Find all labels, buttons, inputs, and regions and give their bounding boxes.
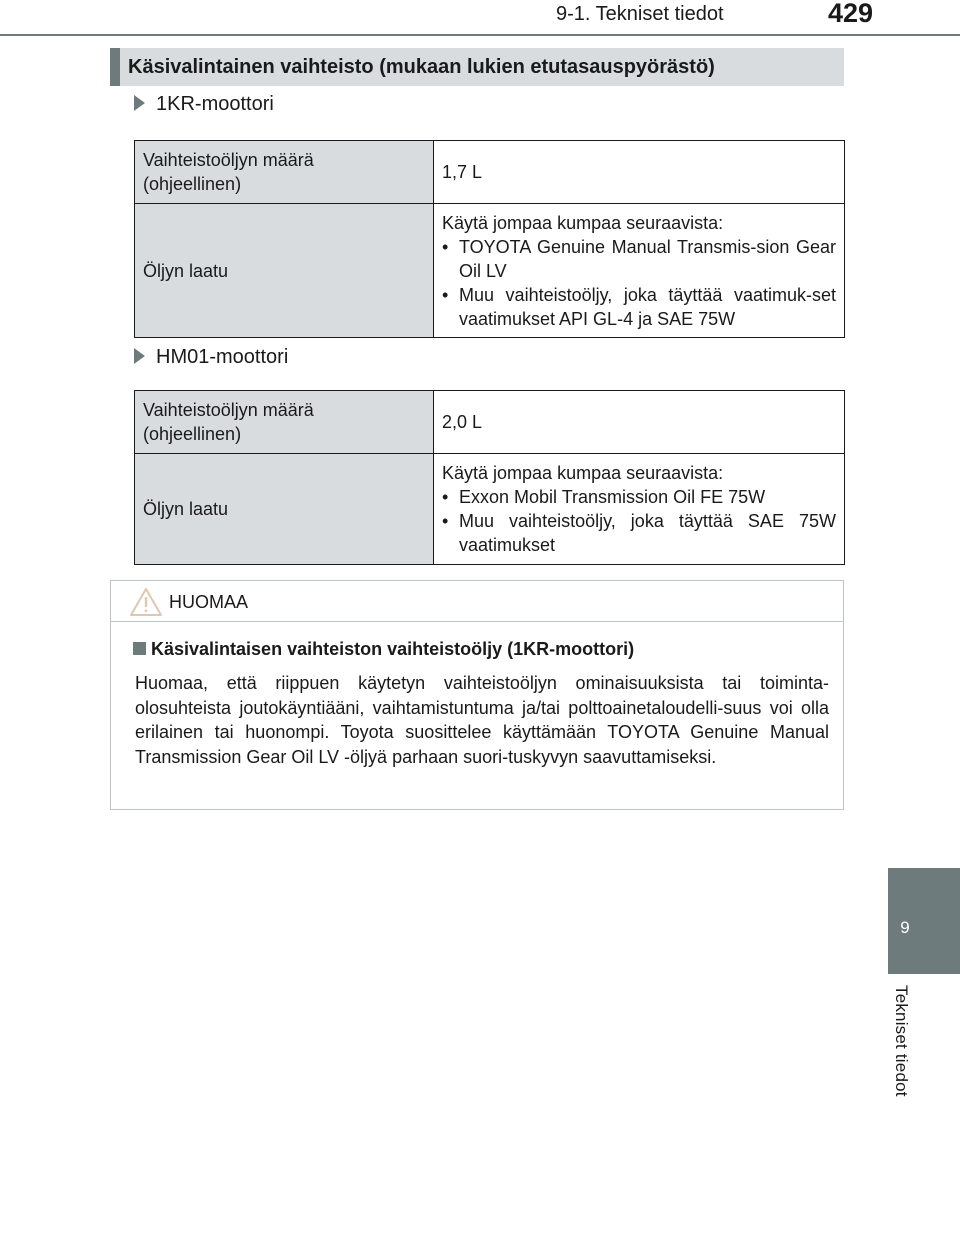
table-row	[135, 391, 845, 454]
notice-title-text: Käsivalintaisen vaihteiston vaihteistoöljy (1KR-moottori)	[151, 639, 635, 659]
engine-heading	[134, 93, 274, 116]
quantity-label	[135, 391, 434, 454]
quantity-label-line: Vaihteistoöljyn määrä	[143, 400, 314, 420]
table-row	[135, 204, 845, 338]
quantity-value: 1,7 L	[434, 141, 845, 204]
notice-header	[111, 581, 843, 622]
engine-name: HM01-moottori	[156, 346, 289, 368]
header-section-title: 9-1. Tekniset tiedot	[556, 3, 724, 25]
section-heading-text: Käsivalintainen vaihteisto (mukaan lukien etutasauspyörästö)	[128, 56, 715, 78]
quality-intro: Käytä jompaa kumpaa seuraavista:	[442, 463, 724, 483]
list-item: • Exxon Mobil Transmission Oil FE 75W	[442, 485, 836, 509]
notice-title	[133, 639, 634, 660]
notice-box	[110, 580, 844, 810]
quantity-label	[135, 141, 434, 204]
list-item-text: Muu vaihteistoöljy, joka täyttää SAE 75W vaatimukset	[459, 511, 836, 555]
quantity-label-line: (ohjeellinen)	[143, 424, 242, 444]
list-item: • Muu vaihteistoöljy, joka täyttää vaatimuk-set vaatimukset API GL-4 ja SAE 75W	[442, 284, 836, 329]
quality-value	[434, 454, 845, 565]
quality-value	[434, 204, 845, 338]
list-item-text: Muu vaihteistoöljy, joka täyttää vaatimuk-set vaatimukset API GL-4 ja SAE 75W	[459, 284, 836, 329]
table-row	[135, 141, 845, 204]
section-heading	[110, 48, 844, 86]
warning-icon	[129, 587, 163, 617]
square-bullet-icon	[133, 642, 146, 655]
chapter-number: 9	[900, 918, 910, 937]
page-number: 429	[828, 0, 874, 28]
list-item: • Muu vaihteistoöljy, joka täyttää SAE 75W vaatimukset	[442, 511, 836, 555]
quality-label: Öljyn laatu	[135, 204, 434, 338]
quantity-label-line: (ohjeellinen)	[143, 174, 242, 194]
table-row	[135, 454, 845, 565]
notice-label: HUOMAA	[169, 592, 249, 612]
section-heading-bar	[110, 48, 120, 86]
engine-heading	[134, 346, 288, 369]
list-item-text: TOYOTA Genuine Manual Transmis-sion Gear Oil LV	[459, 236, 836, 281]
quantity-value: 2,0 L	[434, 391, 845, 454]
spec-table	[134, 390, 845, 565]
header-rule	[0, 34, 960, 36]
chapter-label: Tekniset tiedot	[892, 985, 911, 1097]
list-item: • TOYOTA Genuine Manual Transmis-sion Gear Oil LV	[442, 236, 836, 281]
notice-body: Huomaa, että riippuen käytetyn vaihteistoöljyn ominaisuuksista tai toiminta-olosuhteista joutokäyntiääni, vaihtamistuntuma ja/tai polttoainetaloudelli-suus voi olla erilainen tai huonompi. Toyota suosittelee käyttämään TOYOTA Genuine Manual Transmission Gear Oil LV -öljyä parhaan suori-tuskyvyn saavuttamiseksi.	[135, 673, 829, 767]
engine-name: 1KR-moottori	[156, 93, 274, 115]
quality-label: Öljyn laatu	[135, 454, 434, 565]
quantity-label-line: Vaihteistoöljyn määrä	[143, 150, 314, 170]
spec-table	[134, 140, 845, 338]
triangle-bullet-icon	[134, 95, 145, 111]
quality-intro: Käytä jompaa kumpaa seuraavista:	[442, 212, 724, 233]
list-item-text: Exxon Mobil Transmission Oil FE 75W	[459, 487, 766, 507]
triangle-bullet-icon	[134, 348, 145, 364]
